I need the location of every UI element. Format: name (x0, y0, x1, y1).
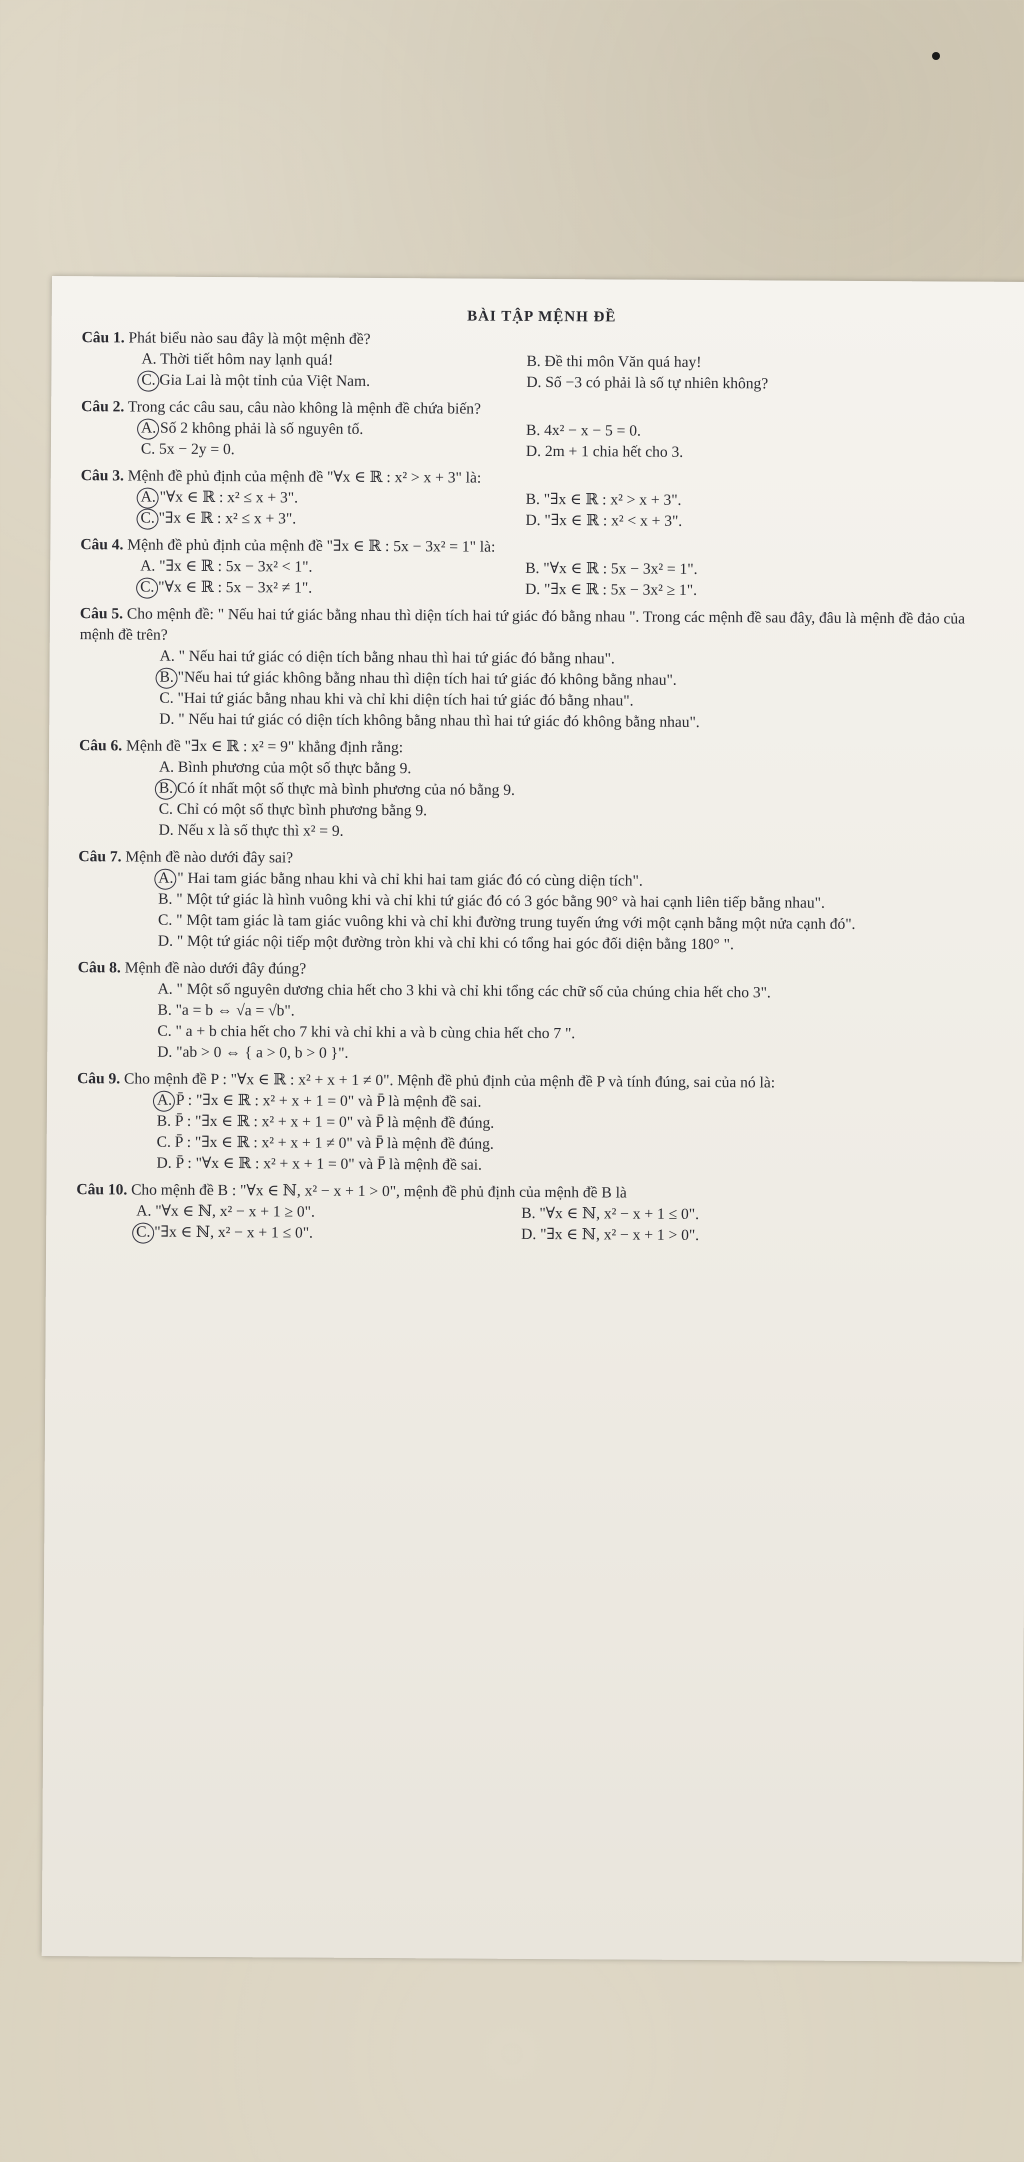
answer-option-A: A. Số 2 không phải là số nguyên tố. (141, 418, 526, 441)
answer-option-A: A. " Hai tam giác bằng nhau khi và chỉ khi hai tam giác đó có cùng diện tích". (158, 868, 998, 894)
worksheet-title: BÀI TẬP MỆNH ĐỀ (467, 308, 617, 326)
answer-option-C: C. " a + b chia hết cho 7 khi và chỉ khi a và b cùng chia hết cho 7 ". (157, 1022, 576, 1043)
question-text: Cho mệnh đề: " Nếu hai tứ giác bằng nhau thì diện tích hai tứ giác đó bằng nhau ". Trong các mệnh đề sau đây, đâu là mệnh đề đảo của mệnh đề trên? (79, 605, 966, 644)
answer-options (77, 1089, 997, 1179)
answer-option-D: D. P̄ : "∀x ∈ ℝ : x² + x + 1 = 0" và P̄ là mệnh đề sai. (156, 1154, 482, 1174)
answer-options (79, 645, 999, 735)
answer-option-A: A. " Một số nguyên dương chia hết cho 3 khi và chỉ khi tổng các chữ số của chúng chia hết cho 3". (157, 980, 771, 1002)
question-number: Câu 3. (80, 467, 124, 485)
question-text: Cho mệnh đề B : "∀x ∈ ℕ, x² − x + 1 > 0", mệnh đề phủ định của mệnh đề B là (131, 1181, 627, 1202)
answer-option-C: C. P̄ : "∃x ∈ ℝ : x² + x + 1 ≠ 0" và P̄ là mệnh đề đúng. (156, 1133, 494, 1153)
question-text: Mệnh đề nào dưới đây sai? (125, 848, 294, 867)
question-10 (76, 1179, 996, 1254)
question-text: Mệnh đề nào dưới đây đúng? (124, 959, 307, 978)
question-number: Câu 9. (77, 1070, 121, 1088)
answer-option-D: D. Nếu x là số thực thì x² = 9. (158, 821, 344, 840)
answer-option-C: C. "∃x ∈ ℕ, x² − x + 1 ≤ 0". (136, 1222, 521, 1245)
answer-options (78, 867, 998, 957)
question-text: Trong các câu sau, câu nào không là mệnh đề chứa biến? (127, 398, 481, 418)
question-text: Phát biểu nào sau đây là một mệnh đề? (128, 329, 371, 348)
question-stem (80, 603, 1000, 651)
answer-option-A: A. Bình phương của một số thực bằng 9. (158, 758, 412, 778)
answer-option-D: D. " Một tứ giác nội tiếp một đường tròn khi và chỉ khi có tổng hai góc đối diện bằng 180° ". (157, 932, 734, 954)
answer-option-A: A. "∀x ∈ ℝ : x² ≤ x + 3". (141, 487, 526, 510)
answer-option-C: C. Chỉ có một số thực bình phương bằng 9. (158, 800, 428, 820)
answer-option-B: B. " Một tứ giác là hình vuông khi và chỉ khi tứ giác đó có 3 góc bằng 90° và hai cạnh liên tiếp bằng nhau". (158, 890, 825, 912)
answer-option-C: C. " Một tam giác là tam giác vuông khi và chỉ khi đường trung tuyến ứng với một cạnh bằng một nửa cạnh đó". (158, 911, 856, 933)
question-number: Câu 5. (79, 605, 124, 623)
answer-option-C: C. "∀x ∈ ℝ : 5x − 3x² ≠ 1". (140, 577, 525, 600)
answer-options (81, 348, 1001, 396)
question-number: Câu 4. (80, 536, 124, 554)
question-text: Mệnh đề "∃x ∈ ℝ : x² = 9" khẳng định rằng: (126, 737, 404, 757)
question-2 (81, 396, 1001, 471)
answer-option-B: B. Đề thi môn Văn quá hay! (526, 352, 702, 371)
answer-option-D: D. "ab > 0 ⇔ { a > 0, b > 0 }". (157, 1043, 349, 1062)
question-3 (80, 465, 1000, 540)
answer-option-A: A. "∀x ∈ ℕ, x² − x + 1 ≥ 0". (136, 1202, 315, 1221)
question-number: Câu 2. (81, 398, 125, 416)
answer-option-B: B. "∀x ∈ ℝ : 5x − 3x² = 1". (525, 559, 698, 578)
question-list (76, 327, 1002, 1254)
answer-option-D: D. "∃x ∈ ℝ : x² < x + 3". (525, 511, 683, 530)
question-number: Câu 6. (79, 737, 123, 755)
answer-option-A: A. P̄ : "∃x ∈ ℝ : x² + x + 1 = 0" và P̄ là mệnh đề sai. (157, 1090, 997, 1116)
worksheet-content (76, 304, 1002, 1254)
answer-options (77, 978, 997, 1068)
answer-option-D: D. 2m + 1 chia hết cho 3. (525, 442, 684, 461)
answer-option-D: D. " Nếu hai tứ giác có diện tích không bằng nhau thì hai tứ giác đó không bằng nhau". (159, 710, 700, 731)
answer-option-B: B. 4x² − x − 5 = 0. (526, 421, 641, 440)
answer-option-A: A. " Nếu hai tứ giác có diện tích bằng nhau thì hai tứ giác đó bằng nhau". (159, 647, 615, 668)
question-number: Câu 1. (81, 329, 125, 347)
answer-option-A: A. "∃x ∈ ℝ : 5x − 3x² < 1". (140, 557, 313, 576)
answer-option-B: B. "∃x ∈ ℝ : x² > x + 3". (525, 490, 682, 509)
answer-option-D: D. Số −3 có phải là số tự nhiên không? (526, 373, 769, 393)
answer-options (81, 417, 1001, 465)
answer-option-A: A. Thời tiết hôm nay lạnh quá! (141, 350, 334, 369)
question-5 (79, 603, 1000, 741)
answer-option-C: C. 5x − 2y = 0. (140, 440, 235, 459)
question-text: Cho mệnh đề P : "∀x ∈ ℝ : x² + x + 1 ≠ 0". Mệnh đề phủ định của mệnh đề P và tính đúng, sai của nó là: (123, 1070, 776, 1092)
answer-options (80, 486, 1000, 534)
question-number: Câu 10. (76, 1181, 128, 1199)
answer-options (76, 1200, 996, 1248)
question-8 (77, 957, 998, 1074)
question-7 (78, 846, 999, 963)
answer-option-B: B. "∀x ∈ ℕ, x² − x + 1 ≤ 0". (521, 1204, 700, 1223)
answer-option-C: C. Gia Lai là một tỉnh của Việt Nam. (141, 370, 526, 393)
question-number: Câu 7. (78, 848, 122, 866)
question-text: Mệnh đề phủ định của mệnh đề "∃x ∈ ℝ : 5x − 3x² = 1" là: (127, 536, 496, 556)
answer-option-C: C. "Hai tứ giác bằng nhau khi và chỉ khi diện tích hai tứ giác đó bằng nhau". (159, 689, 634, 710)
question-9 (76, 1068, 997, 1185)
question-number: Câu 8. (77, 959, 121, 977)
question-4 (80, 534, 1000, 609)
answer-option-B: B. "a = b ⇔ √a = √b". (157, 1001, 295, 1020)
answer-options (79, 756, 999, 846)
answer-option-D: D. "∃x ∈ ℝ : 5x − 3x² ≥ 1". (525, 580, 698, 599)
answer-option-C: C. "∃x ∈ ℝ : x² ≤ x + 3". (140, 508, 525, 531)
answer-options (80, 555, 1000, 603)
answer-option-B: B. P̄ : "∃x ∈ ℝ : x² + x + 1 = 0" và P̄ là mệnh đề đúng. (156, 1112, 495, 1132)
answer-option-B: B. "Nếu hai tứ giác không bằng nhau thì diện tích hai tứ giác đó không bằng nhau". (159, 667, 999, 693)
question-text: Mệnh đề phủ định của mệnh đề "∀x ∈ ℝ : x² > x + 3" là: (127, 467, 482, 487)
answer-option-B: B. Có ít nhất một số thực mà bình phương của nó bằng 9. (159, 778, 999, 804)
question-6 (79, 735, 1000, 852)
ink-dot (932, 52, 940, 60)
worksheet-paper (42, 276, 1024, 1962)
question-1 (81, 327, 1001, 402)
answer-option-D: D. "∃x ∈ ℕ, x² − x + 1 > 0". (521, 1225, 700, 1244)
